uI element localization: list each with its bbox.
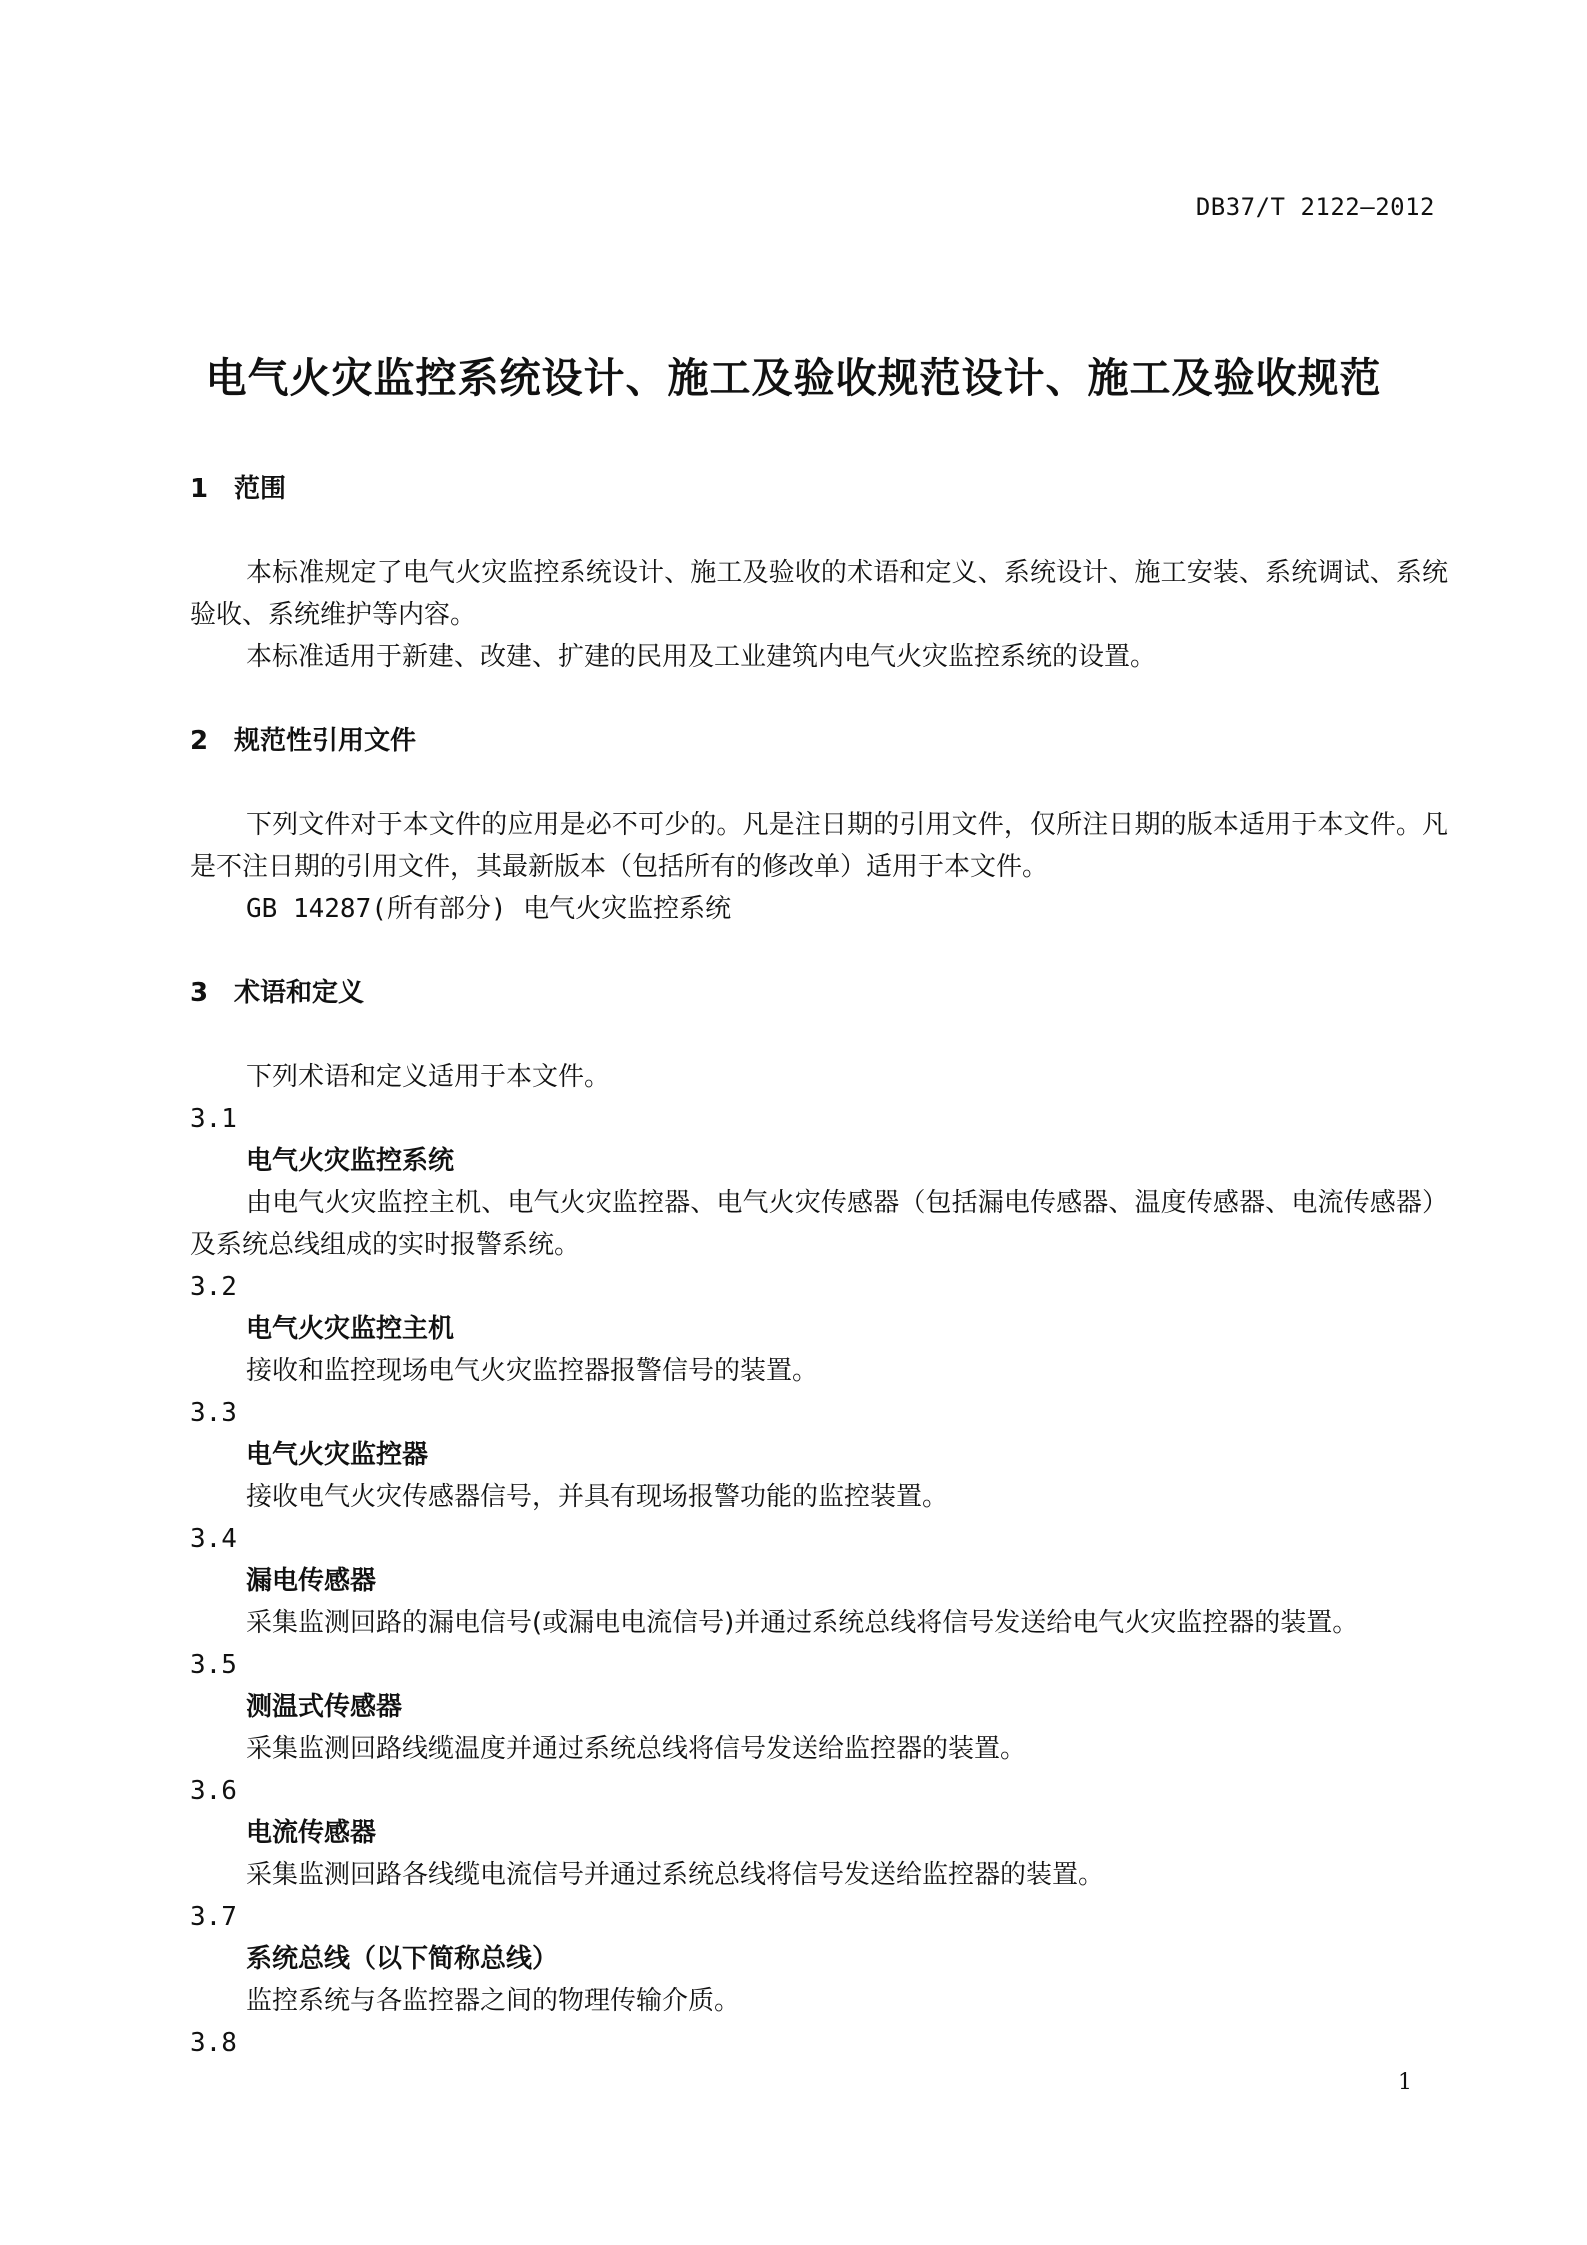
term-definition: 监控系统与各监控器之间的物理传输介质。 — [246, 1986, 741, 2016]
term-number: 3.4 — [190, 1524, 237, 1554]
term-number: 3.3 — [190, 1398, 237, 1428]
section-number: 3 — [190, 978, 209, 1008]
term-name: 电气火灾监控器 — [246, 1440, 429, 1470]
section-heading-references — [190, 720, 1448, 762]
reference-entry — [190, 888, 1448, 930]
term-name: 测温式传感器 — [246, 1692, 403, 1722]
paragraph: 本标准适用于新建、改建、扩建的民用及工业建筑内电气火灾监控系统的设置。 — [246, 642, 1157, 672]
term-number: 3.2 — [190, 1272, 237, 1302]
reference-code: GB 14287(所有部分) — [246, 894, 507, 924]
term-definition: 由电气火灾监控主机、电气火灾监控器、电气火灾传感器（包括漏电传感器、温度传感器、电流传感器）及系统总线组成的实时报警系统。 — [190, 1188, 1448, 1260]
term-name: 电流传感器 — [246, 1818, 377, 1848]
term-definition: 采集监测回路的漏电信号(或漏电电流信号)并通过系统总线将信号发送给电气火灾监控器的装置。 — [246, 1608, 1359, 1638]
section-title: 规范性引用文件 — [234, 726, 417, 756]
term-name: 漏电传感器 — [246, 1566, 377, 1596]
term-number: 3.5 — [190, 1650, 237, 1680]
term-number: 3.8 — [190, 2028, 237, 2058]
document-title: 电气火灾监控系统设计、施工及验收规范设计、施工及验收规范 — [205, 354, 1382, 402]
section-title: 范围 — [234, 474, 287, 504]
section-number: 2 — [190, 726, 209, 756]
section-number: 1 — [190, 474, 209, 504]
term-name: 系统总线（以下简称总线） — [246, 1944, 559, 1974]
reference-title: 电气火灾监控系统 — [523, 894, 732, 924]
document-body — [190, 468, 1448, 2064]
term-number: 3.6 — [190, 1776, 237, 1806]
term-name: 电气火灾监控主机 — [246, 1314, 455, 1344]
section-heading-terms — [190, 972, 1448, 1014]
term-number: 3.1 — [190, 1104, 237, 1134]
section-heading-scope — [190, 468, 1448, 510]
term-name: 电气火灾监控系统 — [246, 1146, 455, 1176]
term-definition: 接收电气火灾传感器信号，并具有现场报警功能的监控装置。 — [246, 1482, 949, 1512]
term-number: 3.7 — [190, 1902, 237, 1932]
paragraph: 下列文件对于本文件的应用是必不可少的。凡是注日期的引用文件，仅所注日期的版本适用于本文件。凡是不注日期的引用文件，其最新版本（包括所有的修改单）适用于本文件。 — [190, 810, 1448, 882]
term-definition: 接收和监控现场电气火灾监控器报警信号的装置。 — [246, 1356, 819, 1386]
term-definition: 采集监测回路各线缆电流信号并通过系统总线将信号发送给监控器的装置。 — [246, 1860, 1105, 1890]
standard-code: DB37/T 2122—2012 — [1195, 193, 1435, 221]
page-number: 1 — [1398, 2070, 1412, 2095]
term-definition: 采集监测回路线缆温度并通过系统总线将信号发送给监控器的装置。 — [246, 1734, 1027, 1764]
section-title: 术语和定义 — [234, 978, 365, 1008]
paragraph: 下列术语和定义适用于本文件。 — [246, 1062, 611, 1092]
paragraph: 本标准规定了电气火灾监控系统设计、施工及验收的术语和定义、系统设计、施工安装、系统调试、系统验收、系统维护等内容。 — [190, 558, 1448, 630]
